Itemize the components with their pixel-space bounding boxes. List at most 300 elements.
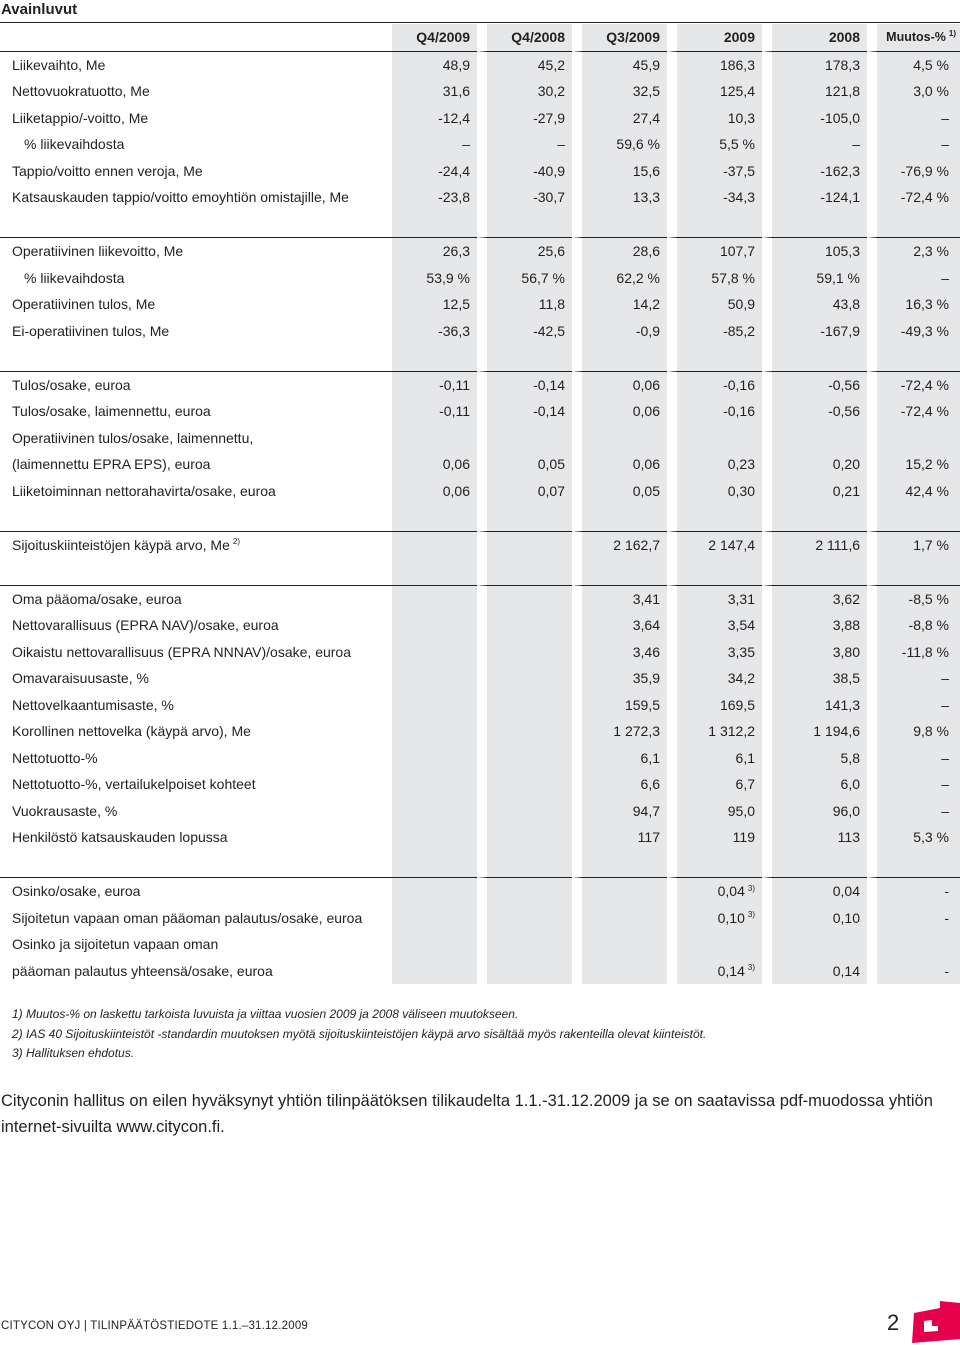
value-cell bbox=[477, 798, 572, 825]
table-row bbox=[0, 265, 960, 292]
spacer-cell bbox=[392, 851, 477, 878]
value-cell bbox=[867, 78, 960, 105]
value-text: -30,7 bbox=[533, 189, 565, 206]
spacer-cell bbox=[667, 211, 762, 238]
value-cell bbox=[667, 877, 762, 905]
value-text: -12,4 bbox=[438, 109, 470, 126]
value-text: 43,8 bbox=[832, 296, 860, 313]
value-text: 117 bbox=[637, 829, 660, 846]
value-text: 3,88 bbox=[832, 617, 860, 634]
value-cell bbox=[477, 612, 572, 639]
value-cell bbox=[572, 398, 667, 425]
value-cell bbox=[477, 184, 572, 211]
value-text: - bbox=[944, 883, 949, 900]
row-label-text: (laimennettu EPRA EPS), euroa bbox=[12, 456, 211, 473]
row-label-text: % liikevaihdosta bbox=[24, 136, 125, 153]
value-cell bbox=[867, 958, 960, 985]
row-label-text: % liikevaihdosta bbox=[24, 269, 125, 286]
table-row bbox=[0, 798, 960, 825]
value-cell bbox=[572, 78, 667, 105]
row-label-text: Sijoituskiinteistöjen käypä arvo, Me bbox=[12, 536, 230, 553]
value-cell bbox=[762, 665, 867, 692]
col-header-change-label: Muutos-% bbox=[886, 30, 946, 45]
value-cell bbox=[667, 798, 762, 825]
value-cell bbox=[477, 371, 572, 399]
value-text: 2 162,7 bbox=[613, 536, 660, 553]
value-cell bbox=[762, 798, 867, 825]
value-text: 119 bbox=[732, 829, 755, 846]
value-cell bbox=[572, 798, 667, 825]
value-cell bbox=[867, 931, 960, 958]
row-label bbox=[0, 51, 392, 79]
spacer-label bbox=[0, 344, 392, 371]
value-text: 14,2 bbox=[632, 296, 660, 313]
value-cell bbox=[392, 291, 477, 318]
table-row bbox=[0, 824, 960, 851]
value-cell bbox=[477, 105, 572, 132]
value-cell bbox=[667, 585, 762, 613]
value-cell bbox=[867, 692, 960, 719]
value-text: -76,9 % bbox=[900, 162, 949, 179]
row-label-text: Liiketappio/-voitto, Me bbox=[12, 109, 149, 126]
value-cell bbox=[572, 718, 667, 745]
spacer-cell bbox=[392, 558, 477, 585]
value-text: 113 bbox=[837, 829, 860, 846]
value-text: 186,3 bbox=[719, 56, 755, 73]
value-text: – bbox=[941, 749, 949, 766]
value-text: 31,6 bbox=[442, 83, 470, 100]
row-label bbox=[0, 771, 392, 798]
row-label bbox=[0, 931, 392, 958]
table-row bbox=[0, 585, 960, 613]
value-cell bbox=[477, 131, 572, 158]
value-cell bbox=[667, 425, 762, 452]
value-text: -11,8 % bbox=[901, 643, 949, 660]
table-row bbox=[0, 745, 960, 772]
value-cell bbox=[762, 265, 867, 292]
value-text: 59,6 % bbox=[616, 136, 660, 153]
value-text: 0,30 bbox=[727, 482, 755, 499]
value-text: 3,41 bbox=[632, 590, 660, 607]
value-cell bbox=[867, 398, 960, 425]
value-cell bbox=[867, 371, 960, 399]
spacer-label bbox=[0, 851, 392, 878]
value-cell bbox=[667, 931, 762, 958]
value-text: 0,20 bbox=[832, 456, 860, 473]
spacer-row bbox=[0, 211, 960, 238]
value-cell bbox=[762, 51, 867, 79]
value-cell bbox=[477, 665, 572, 692]
value-cell bbox=[867, 585, 960, 613]
value-cell bbox=[762, 612, 867, 639]
value-text: 125,4 bbox=[719, 83, 755, 100]
spacer-cell bbox=[867, 504, 960, 531]
value-footnote-ref: 3) bbox=[747, 910, 755, 920]
table-row bbox=[0, 237, 960, 265]
value-text: 0,21 bbox=[832, 482, 860, 499]
spacer-cell bbox=[477, 558, 572, 585]
value-text: 5,5 % bbox=[719, 136, 755, 153]
value-cell bbox=[572, 105, 667, 132]
value-cell bbox=[392, 665, 477, 692]
value-cell bbox=[667, 531, 762, 559]
value-cell bbox=[867, 51, 960, 79]
row-label bbox=[0, 585, 392, 613]
row-label bbox=[0, 371, 392, 399]
value-text: 4,5 % bbox=[913, 56, 949, 73]
value-text: 45,9 bbox=[632, 56, 660, 73]
row-label bbox=[0, 478, 392, 505]
value-cell bbox=[667, 478, 762, 505]
value-text: 1 194,6 bbox=[813, 723, 860, 740]
value-text: -8,8 % bbox=[908, 617, 949, 634]
table-row bbox=[0, 105, 960, 132]
value-cell bbox=[667, 184, 762, 211]
value-text: 6,1 bbox=[640, 749, 660, 766]
value-cell bbox=[572, 265, 667, 292]
spacer-cell bbox=[867, 211, 960, 238]
value-cell bbox=[867, 158, 960, 185]
spacer-label bbox=[0, 504, 392, 531]
row-label-text: Osinko/osake, euroa bbox=[12, 883, 141, 900]
value-text: 13,3 bbox=[632, 189, 660, 206]
value-cell bbox=[392, 371, 477, 399]
value-cell bbox=[667, 958, 762, 985]
table-row bbox=[0, 718, 960, 745]
value-cell bbox=[762, 931, 867, 958]
value-text: 12,5 bbox=[442, 296, 470, 313]
spacer-cell bbox=[477, 851, 572, 878]
value-text: 3,54 bbox=[727, 617, 755, 634]
value-text: 2,3 % bbox=[913, 243, 949, 260]
footnote: 3) Hallituksen ehdotus. bbox=[12, 1046, 135, 1060]
value-text: 0,04 bbox=[832, 883, 860, 900]
value-text: - bbox=[944, 909, 949, 926]
value-text: – bbox=[462, 136, 470, 153]
row-label-text: Oma pääoma/osake, euroa bbox=[12, 590, 182, 607]
value-cell bbox=[572, 531, 667, 559]
col-header: Q3/2009 bbox=[572, 24, 667, 51]
value-cell bbox=[667, 665, 762, 692]
value-text: 159,5 bbox=[624, 696, 660, 713]
table-row bbox=[0, 665, 960, 692]
page-footer: CITYCON OYJ | TILINPÄÄTÖSTIEDOTE 1.1.–31.12.2009 bbox=[1, 1320, 309, 1332]
row-label bbox=[0, 265, 392, 292]
value-cell bbox=[867, 877, 960, 905]
value-footnote-ref: 3) bbox=[747, 883, 755, 893]
spacer-cell bbox=[667, 344, 762, 371]
section-header bbox=[0, 0, 960, 23]
value-text: -0,56 bbox=[828, 403, 860, 420]
value-cell bbox=[867, 745, 960, 772]
row-footnote-ref: 2) bbox=[232, 537, 241, 547]
row-label bbox=[0, 905, 392, 932]
spacer-cell bbox=[762, 558, 867, 585]
value-text: – bbox=[941, 670, 949, 687]
value-text: 105,3 bbox=[824, 243, 860, 260]
value-cell bbox=[392, 585, 477, 613]
row-label bbox=[0, 318, 392, 345]
value-cell bbox=[867, 665, 960, 692]
value-cell bbox=[572, 318, 667, 345]
table-row bbox=[0, 612, 960, 639]
value-cell bbox=[392, 425, 477, 452]
value-cell bbox=[762, 877, 867, 905]
value-cell bbox=[477, 877, 572, 905]
row-label bbox=[0, 824, 392, 851]
value-text: 42,4 % bbox=[905, 482, 949, 499]
value-cell bbox=[762, 639, 867, 666]
value-cell bbox=[867, 718, 960, 745]
value-text: -167,9 bbox=[820, 322, 860, 339]
value-text: 3,80 bbox=[832, 643, 860, 660]
row-label-text: Operatiivinen tulos/osake, laimennettu, bbox=[12, 429, 254, 446]
value-cell bbox=[762, 478, 867, 505]
value-text: 26,3 bbox=[442, 243, 470, 260]
value-text: 50,9 bbox=[727, 296, 755, 313]
value-cell bbox=[477, 905, 572, 932]
value-cell bbox=[762, 425, 867, 452]
table-row bbox=[0, 478, 960, 505]
value-text: 6,7 bbox=[735, 776, 755, 793]
value-text: 0,14 bbox=[832, 962, 860, 979]
table-row bbox=[0, 398, 960, 425]
value-cell bbox=[392, 639, 477, 666]
row-label bbox=[0, 639, 392, 666]
row-label bbox=[0, 131, 392, 158]
spacer-cell bbox=[762, 344, 867, 371]
value-cell bbox=[867, 478, 960, 505]
value-text: -0,16 bbox=[723, 403, 755, 420]
value-cell bbox=[867, 105, 960, 132]
value-text: -34,3 bbox=[723, 189, 755, 206]
value-cell bbox=[392, 718, 477, 745]
value-text: 11,8 bbox=[538, 296, 565, 313]
spacer-cell bbox=[572, 344, 667, 371]
value-cell bbox=[762, 371, 867, 399]
value-text: 0,06 bbox=[632, 403, 660, 420]
row-label-text: Osinko ja sijoitetun vapaan oman bbox=[12, 936, 219, 953]
footnotes bbox=[12, 1005, 942, 1064]
value-text: -72,4 % bbox=[900, 403, 949, 420]
value-text: 15,6 bbox=[632, 162, 660, 179]
row-label bbox=[0, 531, 392, 559]
value-text: 25,6 bbox=[537, 243, 565, 260]
value-cell bbox=[572, 931, 667, 958]
header-blank bbox=[0, 24, 392, 51]
row-label-text: Nettovuokratuotto, Me bbox=[12, 83, 150, 100]
col-header-change bbox=[867, 24, 960, 51]
board-statement: Cityconin hallitus on eilen hyväksynyt yhtiön tilinpäätöksen tilikaudelta 1.1.-31.12.2009 ja se on saatavissa pdf-muodossa yhtiön internet-sivuilta www.citycon.fi. bbox=[1, 1092, 933, 1136]
value-text: 59,1 % bbox=[816, 269, 860, 286]
row-label-text: Henkilöstö katsauskauden lopussa bbox=[12, 829, 228, 846]
spacer-label bbox=[0, 558, 392, 585]
value-cell bbox=[477, 771, 572, 798]
value-text: -36,3 bbox=[438, 322, 470, 339]
value-cell bbox=[867, 265, 960, 292]
spacer-cell bbox=[762, 211, 867, 238]
header-row bbox=[0, 24, 960, 51]
value-cell bbox=[667, 78, 762, 105]
value-text: 3,0 % bbox=[913, 83, 949, 100]
value-cell bbox=[867, 451, 960, 478]
value-cell bbox=[867, 905, 960, 932]
value-cell bbox=[572, 905, 667, 932]
value-cell bbox=[392, 931, 477, 958]
value-text: -0,11 bbox=[439, 403, 470, 420]
value-cell bbox=[477, 478, 572, 505]
value-cell bbox=[477, 291, 572, 318]
value-text: 28,6 bbox=[632, 243, 660, 260]
value-cell bbox=[572, 692, 667, 719]
spacer-row bbox=[0, 558, 960, 585]
value-cell bbox=[392, 877, 477, 905]
value-cell bbox=[667, 291, 762, 318]
value-cell bbox=[667, 824, 762, 851]
value-cell bbox=[477, 265, 572, 292]
value-text: 0,06 bbox=[632, 376, 660, 393]
value-cell bbox=[867, 824, 960, 851]
col-header: Q4/2008 bbox=[477, 24, 572, 51]
value-text: 62,2 % bbox=[616, 269, 660, 286]
value-text: 27,4 bbox=[632, 109, 660, 126]
spacer-cell bbox=[477, 344, 572, 371]
value-text: -8,5 % bbox=[908, 590, 949, 607]
row-label bbox=[0, 105, 392, 132]
value-text: 1 312,2 bbox=[708, 723, 755, 740]
row-label-text: Ei-operatiivinen tulos, Me bbox=[12, 322, 170, 339]
value-text: 0,23 bbox=[727, 456, 755, 473]
value-text: – bbox=[941, 776, 949, 793]
value-text: 30,2 bbox=[537, 83, 565, 100]
value-cell bbox=[667, 639, 762, 666]
row-label-text: pääoman palautus yhteensä/osake, euroa bbox=[12, 962, 273, 979]
value-text: 48,9 bbox=[442, 56, 470, 73]
row-label bbox=[0, 745, 392, 772]
value-text: 141,3 bbox=[824, 696, 860, 713]
row-label bbox=[0, 158, 392, 185]
table-row bbox=[0, 905, 960, 932]
value-cell bbox=[477, 958, 572, 985]
row-label-text: Oikaistu nettovarallisuus (EPRA NNNAV)/osake, euroa bbox=[12, 643, 351, 660]
value-cell bbox=[762, 131, 867, 158]
row-label-text: Nettotuotto-%, vertailukelpoiset kohteet bbox=[12, 776, 256, 793]
value-cell bbox=[762, 318, 867, 345]
spacer-row bbox=[0, 851, 960, 878]
table-row bbox=[0, 531, 960, 559]
section-title: Avainluvut bbox=[1, 1, 78, 18]
spacer-cell bbox=[667, 851, 762, 878]
value-cell bbox=[392, 612, 477, 639]
table-row bbox=[0, 692, 960, 719]
value-text: – bbox=[941, 109, 949, 126]
table-row bbox=[0, 958, 960, 985]
spacer-cell bbox=[762, 504, 867, 531]
value-cell bbox=[392, 237, 477, 265]
value-cell bbox=[392, 265, 477, 292]
value-cell bbox=[667, 745, 762, 772]
page-number: 2 bbox=[887, 1310, 900, 1335]
row-label-text: Omavaraisuusaste, % bbox=[12, 670, 149, 687]
value-cell bbox=[477, 639, 572, 666]
value-text: -27,9 bbox=[533, 109, 565, 126]
table-row bbox=[0, 877, 960, 905]
spacer-cell bbox=[762, 851, 867, 878]
value-cell bbox=[667, 51, 762, 79]
row-label bbox=[0, 692, 392, 719]
value-text: 121,8 bbox=[824, 83, 860, 100]
value-cell bbox=[762, 745, 867, 772]
footnote: 2) IAS 40 Sijoituskiinteistöt -standardin muutoksen myötä sijoituskiinteistöjen käypä arvo sisältää myös rakenteilla olevat kiinteistöt. bbox=[12, 1026, 707, 1041]
value-cell bbox=[867, 425, 960, 452]
spacer-cell bbox=[392, 344, 477, 371]
table-row bbox=[0, 131, 960, 158]
value-cell bbox=[572, 771, 667, 798]
value-text: 5,3 % bbox=[913, 829, 949, 846]
value-cell bbox=[392, 531, 477, 559]
value-text: 2 111,6 bbox=[815, 536, 860, 553]
value-text: 0,05 bbox=[537, 456, 565, 473]
value-cell bbox=[867, 771, 960, 798]
value-cell bbox=[762, 585, 867, 613]
row-label bbox=[0, 425, 392, 452]
value-cell bbox=[867, 639, 960, 666]
value-text: 107,7 bbox=[719, 243, 755, 260]
value-text: - bbox=[944, 962, 949, 979]
value-text: 10,3 bbox=[727, 109, 755, 126]
value-cell bbox=[477, 318, 572, 345]
value-cell bbox=[392, 51, 477, 79]
table-row bbox=[0, 291, 960, 318]
spacer-cell bbox=[867, 558, 960, 585]
value-cell bbox=[667, 771, 762, 798]
spacer-cell bbox=[572, 851, 667, 878]
value-cell bbox=[667, 451, 762, 478]
row-label-text: Sijoitetun vapaan oman pääoman palautus/osake, euroa bbox=[12, 909, 363, 926]
value-cell bbox=[477, 585, 572, 613]
value-cell bbox=[762, 291, 867, 318]
value-cell bbox=[477, 51, 572, 79]
value-text: -0,14 bbox=[533, 403, 565, 420]
table-row bbox=[0, 771, 960, 798]
footnote: 1) Muutos-% on laskettu tarkoista luvuista ja viittaa vuosien 2009 ja 2008 väliseen muutokseen. bbox=[12, 1007, 519, 1021]
value-text: – bbox=[941, 269, 949, 286]
value-text: 3,62 bbox=[832, 590, 860, 607]
value-text: -37,5 bbox=[723, 162, 755, 179]
value-cell bbox=[667, 318, 762, 345]
value-cell bbox=[867, 291, 960, 318]
col-header: Q4/2009 bbox=[392, 24, 477, 51]
value-cell bbox=[477, 451, 572, 478]
value-text: – bbox=[852, 136, 860, 153]
value-cell bbox=[572, 585, 667, 613]
value-text: 2 147,4 bbox=[708, 536, 755, 553]
row-label-text: Katsauskauden tappio/voitto emoyhtiön omistajille, Me bbox=[12, 189, 349, 206]
row-label-text: Nettotuotto-% bbox=[12, 749, 98, 766]
spacer-cell bbox=[667, 558, 762, 585]
value-text: -0,9 bbox=[635, 322, 660, 339]
citycon-logo-icon bbox=[910, 1299, 960, 1345]
value-text: 0,06 bbox=[442, 456, 470, 473]
value-cell bbox=[572, 371, 667, 399]
table-row bbox=[0, 51, 960, 79]
row-label bbox=[0, 798, 392, 825]
row-label bbox=[0, 184, 392, 211]
value-cell bbox=[477, 398, 572, 425]
row-label bbox=[0, 958, 392, 985]
value-cell bbox=[762, 451, 867, 478]
value-cell bbox=[667, 371, 762, 399]
